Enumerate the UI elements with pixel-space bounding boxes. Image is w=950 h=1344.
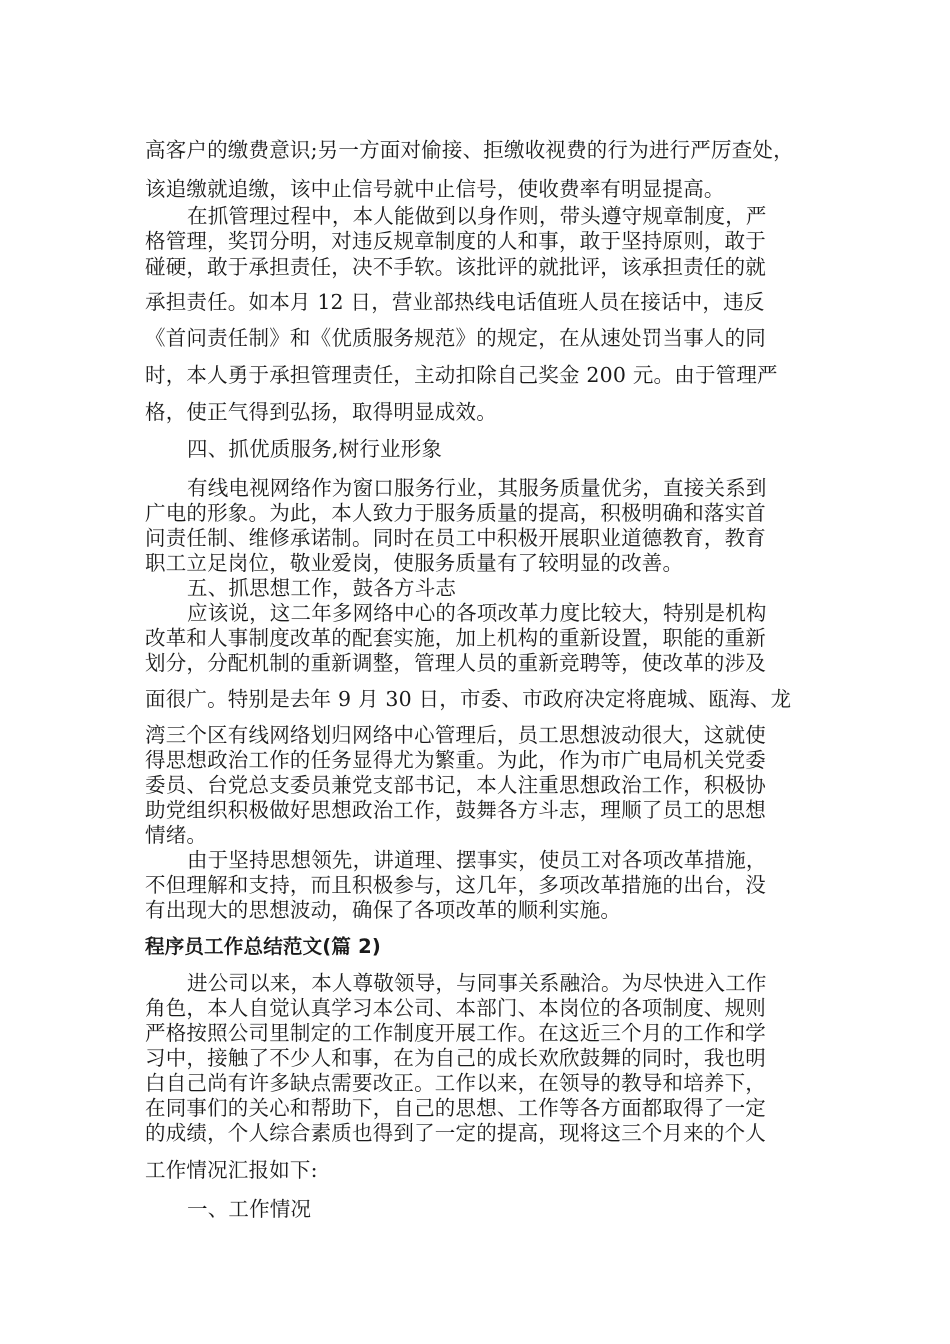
body-text-line: 格，使正气得到弘扬，取得明显成效。 [145,400,497,424]
body-text-line: 碰硬，敢于承担责任，决不手软。该批评的就批评，该承担责任的就 [145,255,766,279]
section-heading: 四、抓优质服务,树行业形象 [187,437,443,461]
body-text-line: 职工立足岗位，敬业爱岗，使服务质量有了较明显的改善。 [145,551,684,575]
body-text-line: 面很广。特别是去年 9 月 30 日，市委、市政府决定将鹿城、瓯海、龙 [145,687,792,711]
body-text-line: 在抓管理过程中，本人能做到以身作则，带头遵守规章制度，严 [187,204,767,228]
body-text-line: 应该说，这二年多网络中心的各项改革力度比较大，特别是机构 [187,601,767,625]
body-text-line: 承担责任。如本月 12 日，营业部热线电话值班人员在接话中，违反 [145,290,765,314]
body-text-line: 严格按照公司里制定的工作制度开展工作。在这近三个月的工作和学 [145,1021,766,1045]
body-text-line: 广电的形象。为此，本人致力于服务质量的提高，积极明确和落实首 [145,501,766,525]
section-heading: 五、抓思想工作，鼓各方斗志 [187,576,457,600]
body-text-line: 有出现大的思想波动，确保了各项改革的顺利实施。 [145,898,622,922]
body-text-line: 白自己尚有许多缺点需要改正。工作以来，在领导的教导和培养下， [145,1071,766,1095]
body-text-line: 得思想政治工作的任务显得尤为繁重。为此，作为市广电局机关党委 [145,748,766,772]
article-heading: 程序员工作总结范文(篇 2) [145,935,381,958]
body-text-line: 划分，分配机制的重新调整，管理人员的重新竞聘等，使改革的涉及 [145,651,766,675]
body-text-line: 进公司以来，本人尊敬领导，与同事关系融洽。为尽快进入工作 [187,971,767,995]
body-text-line: 不但理解和支持，而且积极参与，这几年，多项改革措施的出台，没 [145,873,766,897]
body-text-line: 工作情况汇报如下: [145,1158,318,1182]
body-text-line: 《首问责任制》和《优质服务规范》的规定，在从速处罚当事人的同 [145,326,766,350]
body-text-line: 在同事们的关心和帮助下，自己的思想、工作等各方面都取得了一定 [145,1096,766,1120]
body-text-line: 委员、台党总支委员兼党支部书记，本人注重思想政治工作，积极协 [145,773,766,797]
section-heading: 一、工作情况 [187,1197,312,1221]
body-text-line: 的成绩，个人综合素质也得到了一定的提高，现将这三个月来的个人 [145,1121,766,1145]
body-text-line: 改革和人事制度改革的配套实施，加上机构的重新设置，职能的重新 [145,626,766,650]
body-text-line: 有线电视网络作为窗口服务行业，其服务质量优劣，直接关系到 [187,476,767,500]
body-text-line: 情绪。 [145,823,208,847]
body-text-line: 格管理，奖罚分明，对违反规章制度的人和事，敢于坚持原则，敢于 [145,229,766,253]
body-text-line: 高客户的缴费意识;另一方面对偷接、拒缴收视费的行为进行严厉查处， [145,138,794,162]
body-text-line: 问责任制、维修承诺制。同时在员工中积极开展职业道德教育，教育 [145,526,766,550]
body-text-line: 时，本人勇于承担管理责任，主动扣除自己奖金 200 元。由于管理严 [145,363,778,387]
body-text-line: 角色，本人自觉认真学习本公司、本部门、本岗位的各项制度、规则 [145,996,766,1020]
body-text-line: 该追缴就追缴，该中止信号就中止信号，使收费率有明显提高。 [145,177,725,201]
body-text-line: 习中，接触了不少人和事，在为自己的成长欢欣鼓舞的同时，我也明 [145,1046,766,1070]
body-text-line: 由于坚持思想领先，讲道理、摆事实，使员工对各项改革措施， [187,848,767,872]
body-text-line: 湾三个区有线网络划归网络中心管理后，员工思想波动很大，这就使 [145,723,766,747]
body-text-line: 助党组织积极做好思想政治工作，鼓舞各方斗志，理顺了员工的思想 [145,798,766,822]
